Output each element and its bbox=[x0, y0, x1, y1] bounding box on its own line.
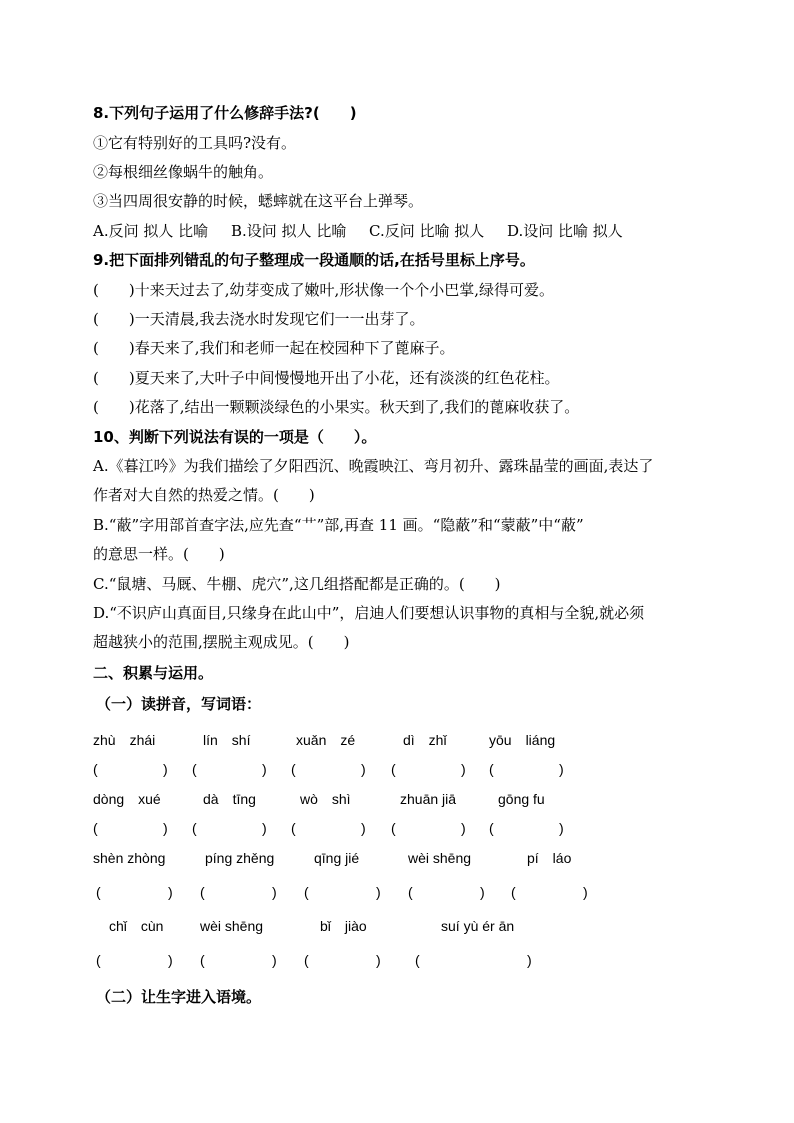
q8-sentence-2: ②每根细丝像蜗牛的触角。 bbox=[93, 163, 274, 181]
pinyin-2-1: dòng xué bbox=[93, 791, 161, 807]
pinyin-1-1: zhù zhái bbox=[93, 732, 156, 748]
q10-c-line1: C.“鼠塘、马厩、牛棚、虎穴”,这几组搭配都是正确的。( ) bbox=[93, 575, 501, 593]
pinyin-2-3: wò shì bbox=[300, 791, 351, 807]
pinyin-3-3: qīng jié bbox=[314, 850, 360, 866]
q10-title: 10、判断下列说法有误的一项是（ ）。 bbox=[93, 428, 377, 446]
q9-item-2: ( )一天清晨,我去浇水时发现它们一一出芽了。 bbox=[93, 310, 425, 328]
pinyin-3-4: wèi shēng bbox=[408, 850, 472, 866]
section2-title: 二、积累与运用。 bbox=[93, 664, 214, 682]
section2-sub2: （二）让生字进入语境。 bbox=[96, 988, 262, 1006]
section2-sub1: （一）读拼音，写词语： bbox=[96, 695, 262, 713]
q8-option-c: C.反问 比喻 拟人 bbox=[369, 222, 485, 240]
pinyin-1-2: lín shí bbox=[203, 732, 251, 748]
q8-sentence-1: ①它有特别好的工具吗?没有。 bbox=[93, 134, 297, 152]
pinyin-4-1: chǐ cùn bbox=[109, 918, 164, 934]
q10-a-line2: 作者对大自然的热爱之情。( ) bbox=[93, 486, 315, 504]
q9-item-1: ( )十来天过去了,幼芽变成了嫩叶,形状像一个个小巴掌,绿得可爱。 bbox=[93, 281, 555, 299]
q8-options bbox=[93, 221, 623, 241]
pinyin-4-4: suí yù ér ān bbox=[441, 918, 515, 934]
pinyin-4-2: wèi shēng bbox=[200, 918, 264, 934]
q8-sentence-3: ③当四周很安静的时候，蟋蟀就在这平台上弹琴。 bbox=[93, 192, 424, 210]
q10-b-line2: 的意思一样。( ) bbox=[93, 545, 225, 563]
pinyin-2-4: zhuān jiā bbox=[400, 791, 457, 807]
q10-d-line2: 超越狭小的范围,摆脱主观成见。( ) bbox=[93, 633, 350, 651]
pinyin-3-2: píng zhěng bbox=[205, 850, 275, 866]
pinyin-2-5: gōng fu bbox=[498, 791, 545, 807]
q8-option-b: B.设问 拟人 比喻 bbox=[231, 222, 347, 240]
q8-option-a: A.反问 拟人 比喻 bbox=[93, 222, 209, 240]
pinyin-3-1: shèn zhòng bbox=[93, 850, 166, 866]
pinyin-3-5: pí láo bbox=[527, 850, 572, 866]
q10-d-line1: D.“不识庐山真面目,只缘身在此山中”，启迪人们要想认识事物的真相与全貌,就必须 bbox=[93, 604, 645, 622]
pinyin-2-2: dà tīng bbox=[203, 791, 256, 807]
q8-option-d: D.设问 比喻 拟人 bbox=[507, 222, 623, 240]
pinyin-1-5: yōu liáng bbox=[489, 732, 556, 748]
q10-a-line1: A.《暮江吟》为我们描绘了夕阳西沉、晚霞映江、弯月初升、露珠晶莹的画面,表达了 bbox=[93, 457, 654, 475]
q9-item-4: ( )夏天来了,大叶子中间慢慢地开出了小花，还有淡淡的红色花柱。 bbox=[93, 369, 560, 387]
worksheet-page: 8.下列句子运用了什么修辞手法?( ) ①它有特别好的工具吗?没有。 ②每根细丝像蜗牛的触角。 ③当四周很安静的时候，蟋蟀就在这平台上弹琴。 A.反问 拟人 比喻 B.设问 拟人 比喻 C.反问 比喻 拟人 D.设问 比喻 拟人 9.把下面排列错乱的句子整理成一段通顺的话,在括号里标上序号。 ( )十来天过去了,幼芽变成了嫩叶,形状像一个个小巴掌,绿得可爱。 ( )一天清晨,我去浇水时发现它们一一出芽了。 ( )春天来了,我们和老师一起在校园种下了蓖麻子。 ( )夏天来了,大叶子中间慢慢地开出了小花，还有淡淡的红色花柱。 ( )花落了,结出一颗颗淡绿色的小果实。秋天到了,我们的蓖麻收获了。 10、判断下列说法有误的一项是（ ）。 A.《暮江吟》为我们描绘了夕阳西沉、晚霞映江、弯月初升、露珠晶莹的画面,表达了 作者对大自然的热爱之情。( ) B.“蔽”字用部首查字法,应先查“艹”部,再查 11 画。“隐蔽”和“蒙蔽”中“蔽” 的意思一样。( ) C.“鼠塘、马厩、牛棚、虎穴”,这几组搭配都是正确的。( ) D.“不识庐山真面目,只缘身在此山中”，启迪人们要想认识事物的真相与全貌,就必须 超越狭小的范围,摆脱主观成见。( ) 二、积累与运用。 （一）读拼音，写词语： zhù zhái lín shí xuǎn zé dì zhǐ yōu liáng ( ) ( ) ( ) ( ) ( ) dòng xué dà tīng wò shì zhuān jiā gōng fu ( ) ( ) ( ) ( ) ( ) shèn zhòng píng zhěng qīng jié wèi shēng pí láo ( ) ( ) ( ) ( ) ( ) chǐ cùn wèi shēng bǐ jiào suí yù ér ān ( ) ( ) ( ) ( ) （二）让生字进入语境。 bbox=[93, 104, 654, 1006]
pinyin-1-3: xuǎn zé bbox=[296, 732, 356, 748]
pinyin-1-4: dì zhǐ bbox=[403, 732, 447, 748]
q9-item-5: ( )花落了,结出一颗颗淡绿色的小果实。秋天到了,我们的蓖麻收获了。 bbox=[93, 398, 580, 416]
q9-title: 9.把下面排列错乱的句子整理成一段通顺的话,在括号里标上序号。 bbox=[93, 251, 535, 269]
q10-b-line1: B.“蔽”字用部首查字法,应先查“艹”部,再查 11 画。“隐蔽”和“蒙蔽”中“蔽” bbox=[93, 516, 584, 534]
q9-item-3: ( )春天来了,我们和老师一起在校园种下了蓖麻子。 bbox=[93, 339, 455, 357]
q8-title: 8.下列句子运用了什么修辞手法?( ) bbox=[93, 104, 357, 122]
pinyin-4-3: bǐ jiào bbox=[320, 918, 367, 934]
